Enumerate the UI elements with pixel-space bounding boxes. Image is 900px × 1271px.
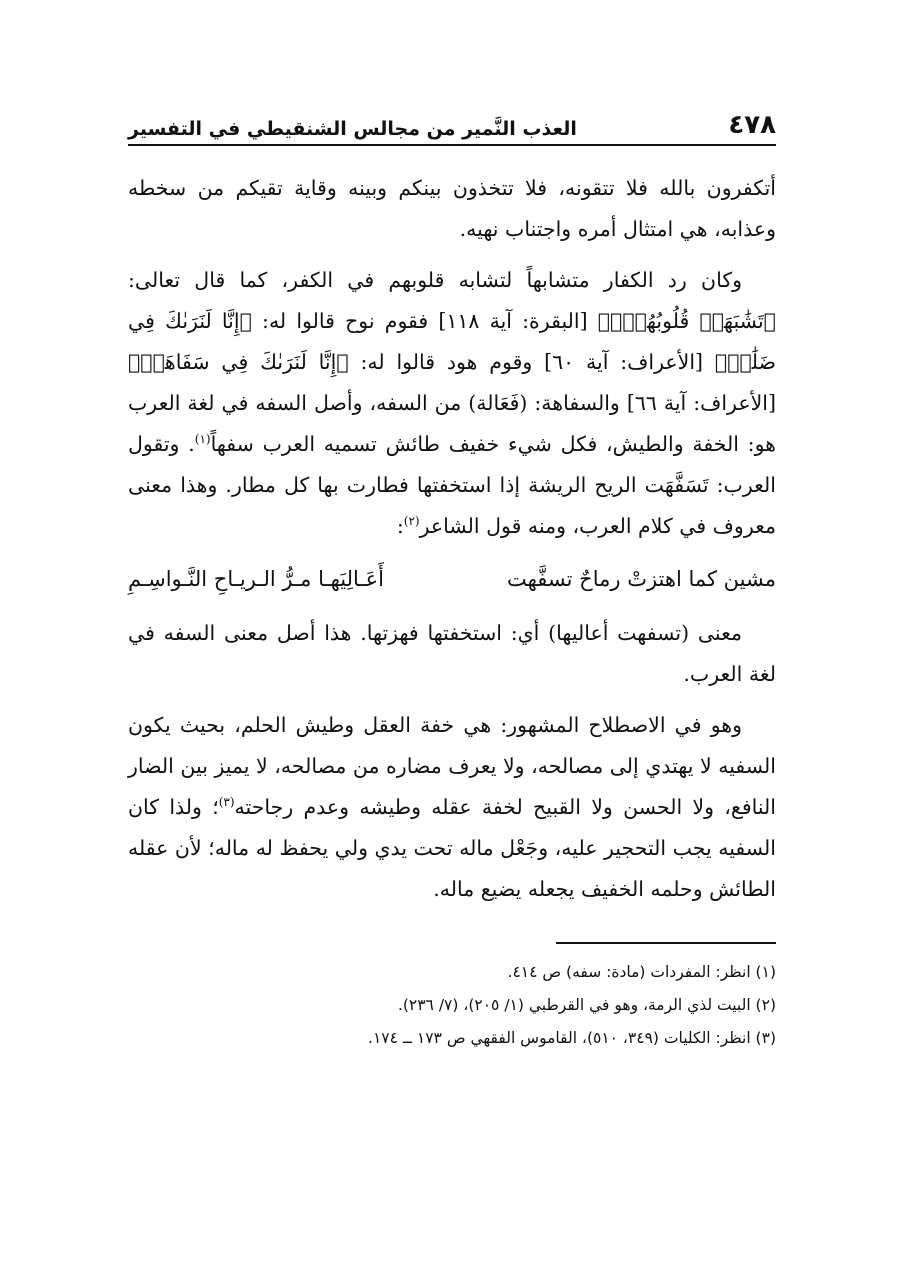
verse-second-hemistich: أَعَـالِيَهـا مـرُّ الـريـاحِ النَّـواسِـمِ <box>128 567 384 591</box>
page-number: ٤٧٨ <box>728 110 776 140</box>
footnote-1: (١) انظر: المفردات (مادة: سفه) ص ٤١٤. <box>507 963 776 981</box>
paragraph-1: أتكفرون بالله فلا تتقونه، فلا تتخذون بينكم وبينه وقاية تقيكم من سخطه وعذابه، هي امتثال أمره واجتناب نهيه. <box>128 176 776 241</box>
footnote-3: (٣) انظر: الكليات (٣٤٩، ٥١٠)، القاموس الفقهي ص ١٧٣ ــ ١٧٤. <box>368 1029 776 1047</box>
paragraph-3: معنى (تسفهت أعاليها) أي: استخفتها فهزتها. هذا أصل معنى السفه في لغة العرب. <box>128 621 776 686</box>
footnotes <box>128 956 776 1055</box>
book-page <box>128 100 776 1055</box>
footnote-ref-2[interactable]: (٢) <box>403 514 420 529</box>
paragraph-2: وكان رد الكفار متشابهاً لتشابه قلوبهم في الكفر، كما قال تعالى: ﴿تَشَٰبَهَتۡ قُلُوبُهُمۡۗ﴾ [البقرة: آية ١١٨] فقوم نوح قالوا له: ﴿إِنَّا لَنَرَىٰكَ فِي ضَلَٰلٖ﴾ [الأعراف: آية ٦٠] وقوم هود قالوا له: ﴿إِنَّا لَنَرَىٰكَ فِي سَفَاهَةٖ﴾ [الأعراف: آية ٦٦] والسفاهة: (فَعَالة) من السفه، وأصل السفه في لغة العرب هو: الخفة والطيش، فكل شيء خفيف طائش تسميه العرب سفهاً$^{(١)}$. وتقول العرب: تَسَفَّهَت الريح الريشة إذا استخفتها فطارت بها كل مطار. وهذا معنى معروف في كلام العرب، ومنه قول الشاعر$^{(٢)}$: <box>128 268 777 538</box>
footnote-2: (٢) البيت لذي الرمة، وهو في القرطبي (١/ ٢٠٥)، (٧/ ٢٣٦). <box>397 996 776 1014</box>
running-header <box>128 100 776 146</box>
footnote-ref-3[interactable]: (٣) <box>218 795 235 810</box>
book-title: العذب النَّمير من مجالس الشنقيطي في التفسير <box>128 118 577 140</box>
main-text <box>128 168 776 910</box>
poetry-verse <box>128 557 776 601</box>
footnote-ref-1[interactable]: (١) <box>194 432 211 447</box>
verse-first-hemistich: مشين كما اهتزتْ رماحٌ تسفَّهت <box>507 567 776 591</box>
paragraph-4: وهو في الاصطلاح المشهور: هي خفة العقل وطيش الحلم، بحيث يكون السفيه لا يهتدي إلى مصالحه، ولا يعرف مضاره من مصالحه، لا يميز بين الضار النافع، ولا الحسن ولا القبيح لخفة عقله وطيشه وعدم رجاحته$^{(٣)}$؛ ولذا كان السفيه يجب التحجير عليه، وجَعْل ماله تحت يدي ولي يحفظ له ماله؛ لأن عقله الطائش وحلمه الخفيف يجعله يضيع ماله. <box>128 713 776 901</box>
footnote-divider <box>556 942 776 944</box>
